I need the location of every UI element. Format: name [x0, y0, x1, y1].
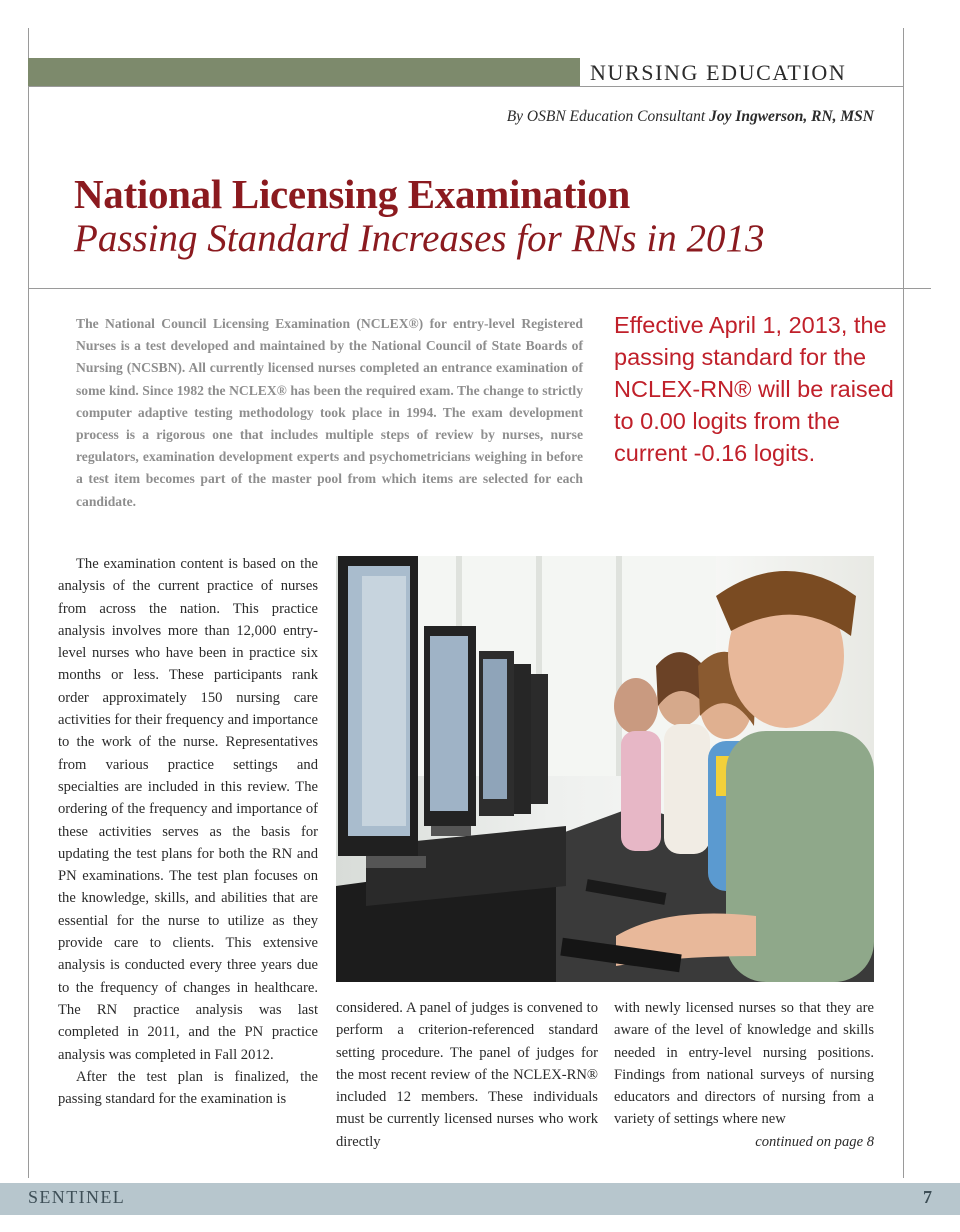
students-at-computers-illustration: [336, 556, 874, 982]
header-rule: [28, 86, 903, 87]
classroom-photo: [336, 556, 874, 982]
byline-prefix: By OSBN Education Consultant: [506, 108, 710, 125]
article-title: National Licensing Examination: [74, 171, 630, 217]
byline-author: Joy Ingwerson, RN, MSN: [709, 108, 874, 125]
body-column-1: [58, 553, 318, 1110]
pull-quote: Effective April 1, 2013, the passing standard for the NCLEX-RN® will be raised to 0.00 logits from the current -0.16 logits.: [614, 312, 894, 466]
body-paragraph: After the test plan is finalized, the passing standard for the examination is: [58, 1068, 318, 1108]
body-paragraph: with newly licensed nurses so that they are aware of the level of knowledge and skills needed in entry-level nursing positions. Findings from national surveys of nursing educators and directors of nursing from a variety of settings where new: [614, 1000, 874, 1128]
left-rule: [28, 28, 29, 1178]
byline: [507, 108, 874, 126]
body-paragraph: The examination content is based on the analysis of the current practice of nurses from across the nation. This practice analysis involves more than 12,000 entry-level nurses who have been in practice six months or less. These participants rank order approximately 150 nursing care activities for their frequency and importance to the work of the nurse. Representatives from various practice settings and specialties are included in this review. The ordering of the frequency and importance of these activities serves as the basis for updating the test plans for both the RN and PN examinations. The test plan focuses on the knowledge, skills, and abilities that are essential for the nurse to utilize as they provide care to clients. This extensive analysis is conducted every three years due to the frequency of changes in healthcare. The RN practice analysis was last completed in 2011, and the PN practice analysis was completed in Fall 2012.: [58, 556, 318, 1063]
intro-paragraph: The National Council Licensing Examination (NCLEX®) for entry-level Registered Nurses is a test developed and maintained by the National Council of State Boards of Nursing (NCSBN). All currently licensed nurses completed an entrance examination of some kind. Since 1982 the NCLEX® has been the required exam. The change to strictly computer adaptive testing methodology took place in 1994. The exam development process is a rigorous one that includes multiple steps of review by nurses, nurse regulators, examination development experts and psychometricians weighing in before a test item becomes part of the master pool from which items are selected for each candidate.: [76, 316, 583, 509]
publication-name: SENTINEL: [28, 1187, 126, 1207]
body-column-3: [614, 997, 874, 1153]
section-color-bar: [28, 58, 580, 86]
continued-link[interactable]: continued on page 8: [755, 1133, 874, 1150]
section-label: NURSING EDUCATION: [590, 60, 847, 85]
body-column-2: [336, 997, 598, 1153]
footer-bar: [0, 1183, 960, 1215]
body-paragraph: considered. A panel of judges is convened to perform a criterion-referenced standard setting procedure. The panel of judges for the most recent review of the NCLEX-RN® included 12 members. These individuals must be currently licensed nurses who work directly: [336, 1000, 598, 1150]
article-subtitle: Passing Standard Increases for RNs in 2013: [74, 217, 765, 260]
title-rule: [28, 288, 931, 289]
page-number: 7: [923, 1187, 932, 1207]
right-rule: [903, 28, 904, 1178]
